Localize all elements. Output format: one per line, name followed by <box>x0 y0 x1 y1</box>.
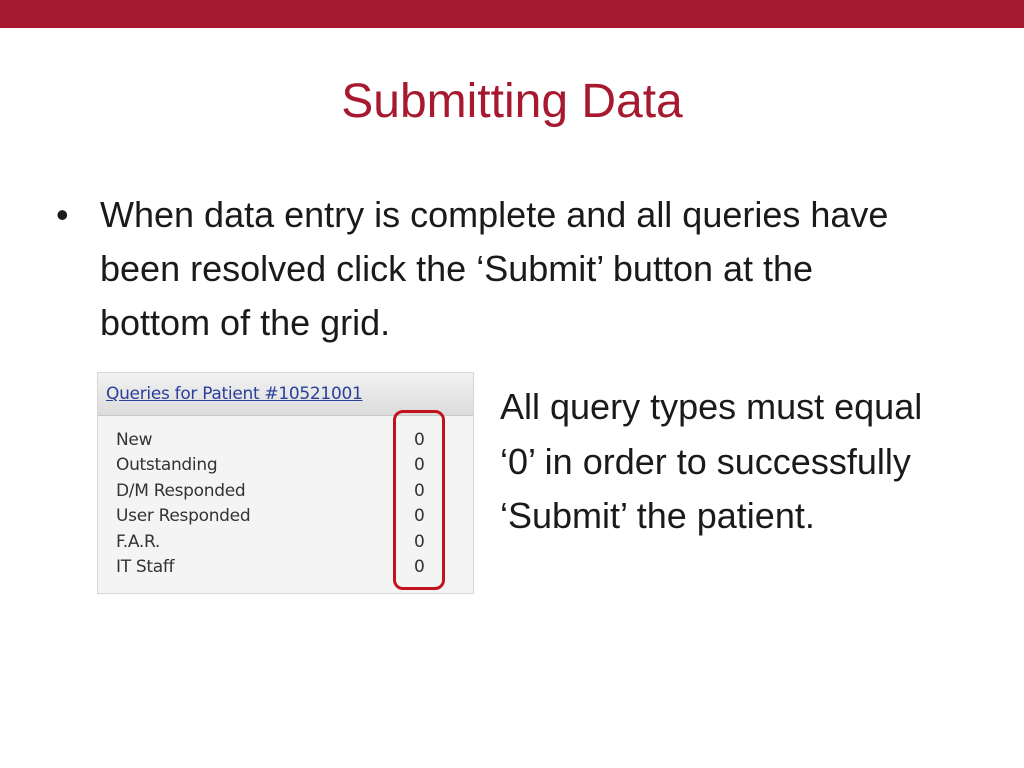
query-count: 0 <box>414 480 425 501</box>
zero-counts-highlight <box>393 410 445 590</box>
query-count: 0 <box>414 506 425 527</box>
top-accent-bar <box>0 0 1024 28</box>
query-label: IT Staff <box>116 556 175 577</box>
slide-title: Submitting Data <box>341 75 683 128</box>
query-count: 0 <box>414 556 425 577</box>
bullet-text: When data entry is complete and all queries have been resolved click the ‘Submit’ button at the bottom of the grid. <box>100 194 889 343</box>
query-label: Outstanding <box>116 455 218 476</box>
bullet-item <box>56 188 956 350</box>
query-label: User Responded <box>116 506 251 527</box>
bullet-dot: • <box>56 194 69 235</box>
query-count: 0 <box>414 430 425 450</box>
side-note: All query types must equal ‘0’ in order to successfully ‘Submit’ the patient. <box>500 386 923 536</box>
query-count: 0 <box>414 455 425 476</box>
query-label: D/M Responded <box>116 480 246 501</box>
query-count: 0 <box>414 531 425 552</box>
query-label: F.A.R. <box>116 531 160 552</box>
query-label: New <box>116 430 153 450</box>
queries-for-patient-link[interactable]: Queries for Patient #10521001 <box>106 384 363 404</box>
